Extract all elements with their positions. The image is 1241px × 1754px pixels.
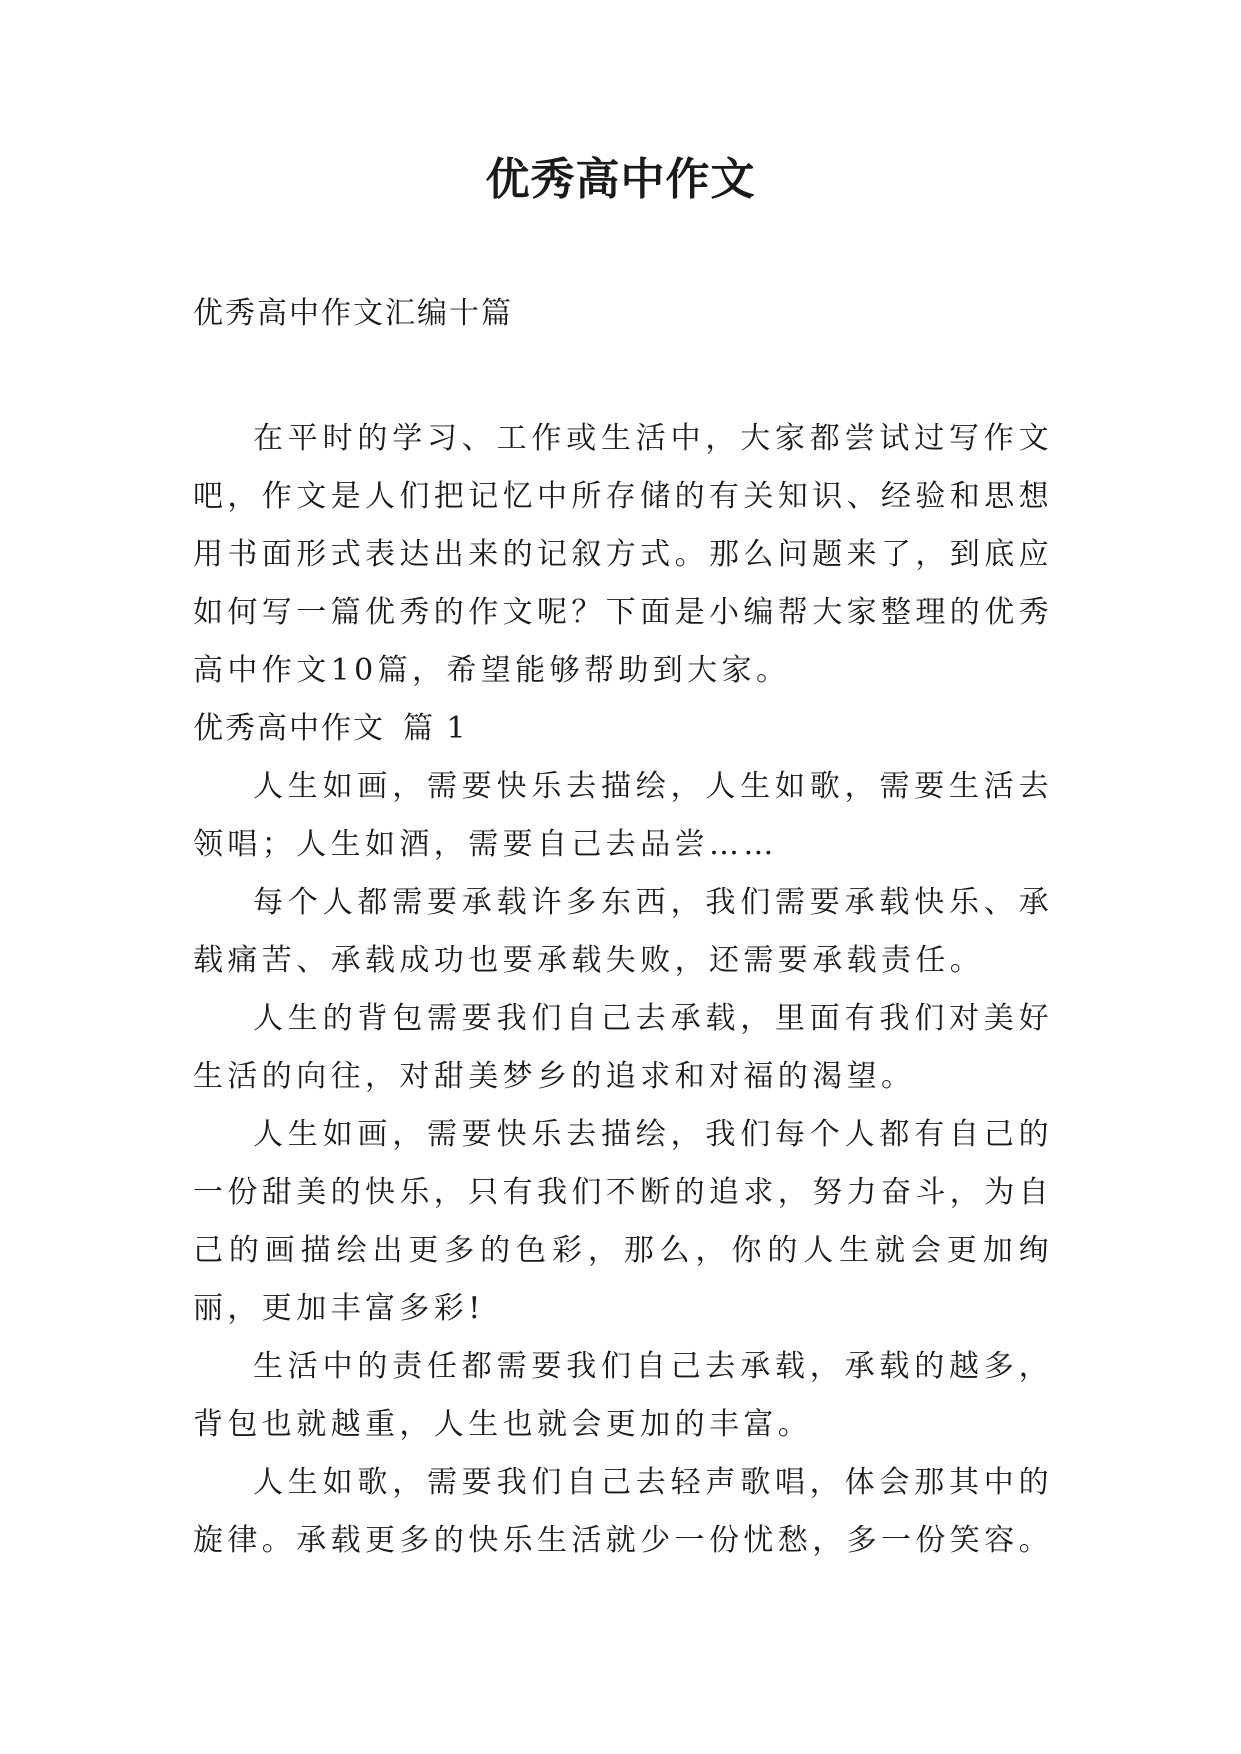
body-paragraph: 人生的背包需要我们自己去承载，里面有我们对美好生活的向往，对甜美梦乡的追求和对福的渴望。 (193, 1001, 1053, 1094)
document-body (193, 410, 1053, 1570)
body-paragraph: 生活中的责任都需要我们自己去承载，承载的越多，背包也就越重，人生也就会更加的丰富。 (193, 1349, 1053, 1442)
section-heading-number: 篇 1 (403, 711, 468, 746)
document-subtitle: 优秀高中作文汇编十篇 (193, 296, 513, 331)
intro-paragraph: 在平时的学习、工作或生活中，大家都尝试过写作文吧，作文是人们把记忆中所存储的有关知识、经验和思想用书面形式表达出来的记叙方式。那么问题来了，到底应如何写一篇优秀的作文呢？下面是小编帮大家整理的优秀高中作文10篇，希望能够帮助到大家。 (193, 421, 1053, 688)
body-paragraph: 人生如画，需要快乐去描绘，人生如歌，需要生活去领唱；人生如酒，需要自己去品尝…… (193, 769, 1053, 862)
body-paragraph: 人生如歌，需要我们自己去轻声歌唱，体会那其中的旋律。承载更多的快乐生活就少一份忧愁，多一份笑容。 (193, 1465, 1053, 1558)
section-heading-title: 优秀高中作文 (193, 711, 385, 746)
body-paragraph: 人生如画，需要快乐去描绘，我们每个人都有自己的一份甜美的快乐，只有我们不断的追求，努力奋斗，为自己的画描绘出更多的色彩，那么，你的人生就会更加绚丽，更加丰富多彩! (193, 1117, 1053, 1326)
body-paragraph: 每个人都需要承载许多东西，我们需要承载快乐、承载痛苦、承载成功也要承载失败，还需要承载责任。 (193, 885, 1053, 978)
document-title: 优秀高中作文 (485, 154, 756, 205)
section-heading (193, 700, 1053, 758)
